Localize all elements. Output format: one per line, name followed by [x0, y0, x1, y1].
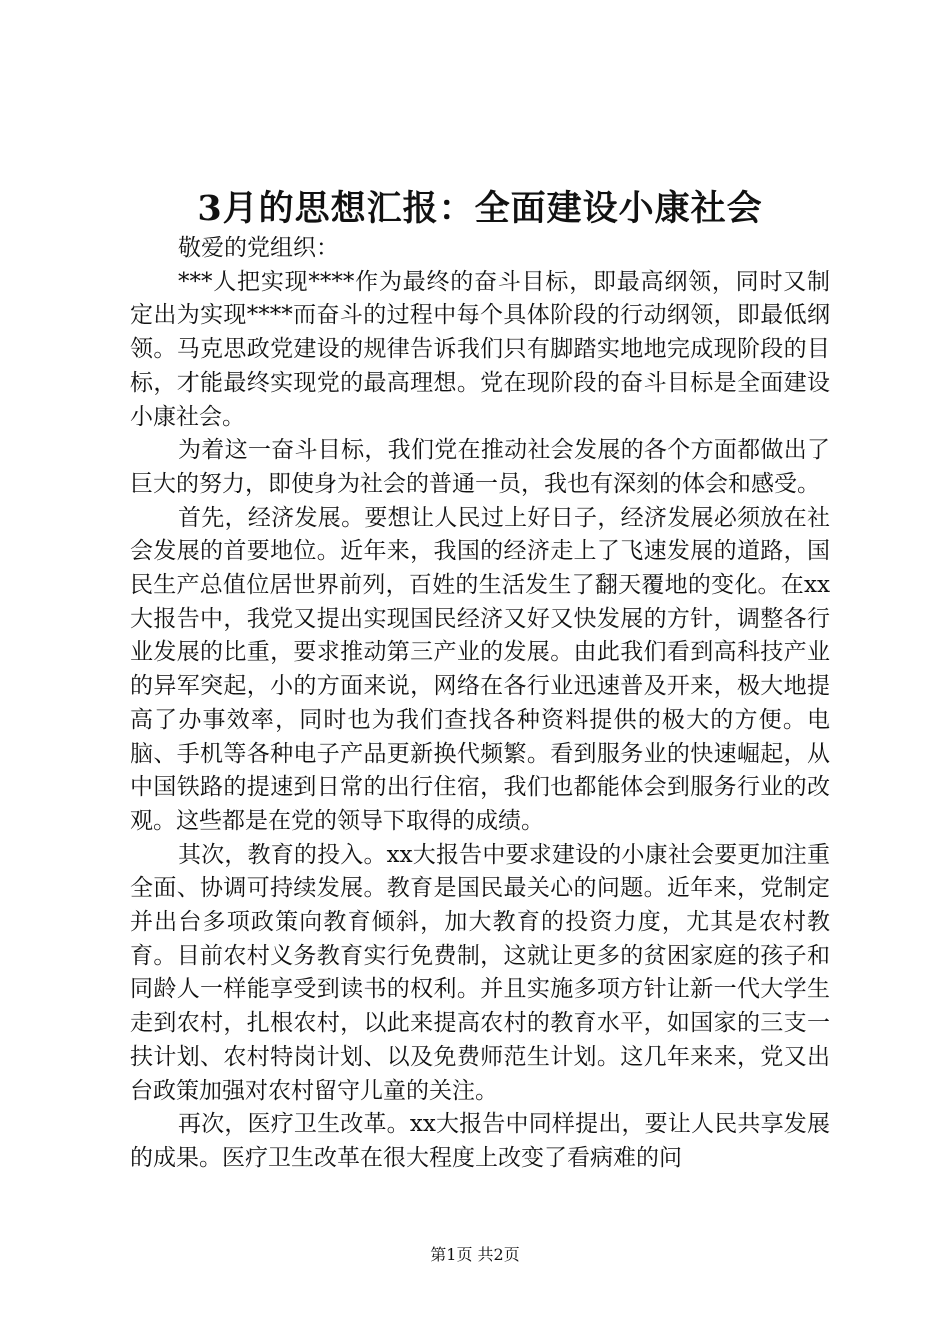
document-body — [130, 232, 830, 1176]
paragraph-1: ***人把实现****作为最终的奋斗目标，即最高纲领，同时又制定出为实现****而奋斗的过程中每个具体阶段的行动纲领，即最低纲领。马克思政党建设的规律告诉我们只有脚踏实地地完成现阶段的目标，才能最终实现党的最高理想。党在现阶段的奋斗目标是全面建设小康社会。 — [130, 268, 830, 430]
salutation: 敬爱的党组织： — [178, 235, 339, 261]
page-footer: 第1页 共2页 — [430, 1245, 520, 1264]
paragraph-2: 为着这一奋斗目标，我们党在推动社会发展的各个方面都做出了巨大的努力，即使身为社会的普通一员，我也有深刻的体会和感受。 — [130, 437, 830, 497]
paragraph-3: 首先，经济发展。要想让人民过上好日子，经济发展必须放在社会发展的首要地位。近年来，我国的经济走上了飞速发展的道路，国民生产总值位居世界前列，百姓的生活发生了翻天覆地的变化。在xx大报告中，我党又提出实现国民经济又好又快发展的方针，调整各行业发展的比重，要求推动第三产业的发展。由此我们看到高科技产业的异军突起，小的方面来说，网络在各行业迅速普及开来，极大地提高了办事效率，同时也为我们查找各种资料提供的极大的方便。电脑、手机等各种电子产品更新换代频繁。看到服务业的快速崛起，从中国铁路的提速到日常的出行住宿，我们也都能体会到服务行业的改观。这些都是在党的领导下取得的成绩。 — [130, 504, 830, 834]
paragraph-4: 其次，教育的投入。xx大报告中要求建设的小康社会要更加注重全面、协调可持续发展。教育是国民最关心的问题。近年来，党制定并出台多项政策向教育倾斜，加大教育的投资力度，尤其是农村教育。目前农村义务教育实行免费制，这就让更多的贫困家庭的孩子和同龄人一样能享受到读书的权利。并且实施多项方针让新一代大学生走到农村，扎根农村，以此来提高农村的教育水平，如国家的三支一扶计划、农村特岗计划、以及免费师范生计划。这几年来来，党又出台政策加强对农村留守儿童的关注。 — [130, 841, 830, 1104]
paragraph-5: 再次，医疗卫生改革。xx大报告中同样提出，要让人民共享发展的成果。医疗卫生改革在很大程度上改变了看病难的问 — [130, 1111, 830, 1171]
document-title: 3月的思想汇报：全面建设小康社会 — [197, 188, 763, 229]
